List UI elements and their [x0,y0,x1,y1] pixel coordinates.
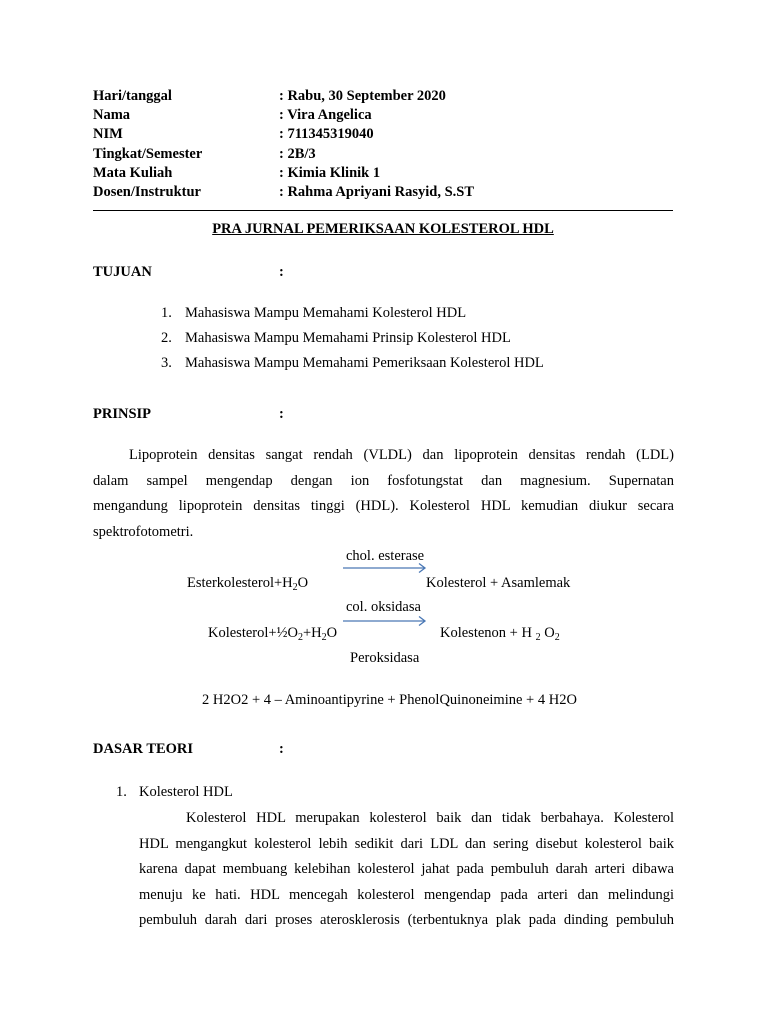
section-colon: : [279,406,284,422]
header-divider [93,210,673,211]
reaction-1-right: Kolesterol + Asamlemak [426,575,571,591]
paragraph-line: dalam sampel mengendap dengan ion fosfotungstat dan magnesium. Supernatan [93,472,674,489]
header-label: Tingkat/Semester [93,146,203,162]
reaction-text: Kolesterol+½O [208,625,298,641]
list-text: Mahasiswa Mampu Memahami Kolesterol HDL [185,305,467,321]
reaction-2-enzyme: col. oksidasa [346,599,421,615]
header-value: : Vira Angelica [279,107,372,123]
section-heading-tujuan [93,264,284,281]
section-colon: : [279,741,284,757]
list-text: Mahasiswa Mampu Memahami Pemeriksaan Kolesterol HDL [185,355,544,371]
list-number: 2. [161,330,172,346]
paragraph-line: HDL mengangkut kolesterol lebih sedikit dari LDL dan sering disebut kolesterol baik [139,835,674,852]
header-row-nim [93,126,673,145]
header-row-semester [93,146,673,165]
section-heading-dasar-teori [93,741,284,758]
section-heading-prinsip [93,406,284,423]
header-row-lecturer [93,184,673,203]
header-label: Dosen/Instruktur [93,184,201,200]
paragraph-line: Lipoprotein densitas sangat rendah (VLDL) dan lipoprotein densitas rendah (LDL) [129,447,674,463]
dasar-teori-paragraph [139,806,674,934]
header-row-date [93,88,673,107]
reaction-text: +H [302,625,322,641]
reaction-1-arrow-icon [343,562,427,574]
reaction-text: O [540,625,555,641]
paragraph-line: karena dapat membuang kelebihan kolesterol jahat pada pembuluh darah arteri dibawa [139,861,674,878]
header-value: : 2B/3 [279,146,316,162]
subscript: 2 [292,582,298,593]
reaction-1-enzyme: chol. esterase [346,548,425,564]
reaction-text: O [297,575,309,591]
header-row-course [93,165,673,184]
document-title: PRA JURNAL PEMERIKSAAN KOLESTEROL HDL [212,221,554,237]
header-value: : Kimia Klinik 1 [279,165,381,181]
subsection-title: Kolesterol HDL [139,784,233,800]
section-colon: : [279,264,284,280]
header-label: Hari/tanggal [93,88,172,104]
reaction-text: Kolestenon + H [440,625,536,641]
list-number: 1. [161,305,172,321]
reaction-text: Esterkolesterol+H [187,575,293,591]
section-heading-label: PRINSIP [93,406,152,422]
reaction-2-right [440,625,560,643]
prinsip-paragraph [93,443,674,545]
subsection-number: 1. [116,784,127,800]
section-heading-label: DASAR TEORI [93,741,194,757]
subscript: 2 [554,632,560,643]
header-label: Mata Kuliah [93,165,173,181]
paragraph-line: mengandung lipoprotein densitas tinggi (HDL). Kolesterol HDL kemudian diukur secara [93,498,674,515]
paragraph-line: pembuluh darah dari proses aterosklerosis (terbentuknya plak pada dinding pembuluh [139,912,674,929]
header-value: : 711345319040 [279,126,374,142]
header-row-name [93,107,673,126]
header-value: : Rabu, 30 September 2020 [279,88,446,104]
subscript: 2 [535,632,541,643]
paragraph-line: spektrofotometri. [93,523,194,540]
subscript: 2 [321,632,327,643]
header-value: : Rahma Apriyani Rasyid, S.ST [279,184,474,200]
paragraph-line: Kolesterol HDL merupakan kolesterol baik dan tidak berbahaya. Kolesterol [186,810,674,826]
reaction-2-arrow-icon [343,615,427,627]
header-label: Nama [93,107,131,123]
reaction-text: O [326,625,338,641]
section-heading-label: TUJUAN [93,264,152,280]
header-label: NIM [93,126,123,142]
reaction-3-enzyme: Peroksidasa [350,650,420,666]
reaction-3-equation: 2 H2O2 + 4 – Aminoantipyrine + PhenolQuinoneimine + 4 H2O [202,692,577,708]
list-text: Mahasiswa Mampu Memahami Prinsip Kolesterol HDL [185,330,511,346]
reaction-1-left [187,575,308,593]
paragraph-line: menuju ke hati. HDL mencegah kolesterol mengendap pada arteri dan melindungi [139,886,674,903]
reaction-2-left [208,625,337,643]
list-number: 3. [161,355,172,371]
subscript: 2 [297,632,303,643]
